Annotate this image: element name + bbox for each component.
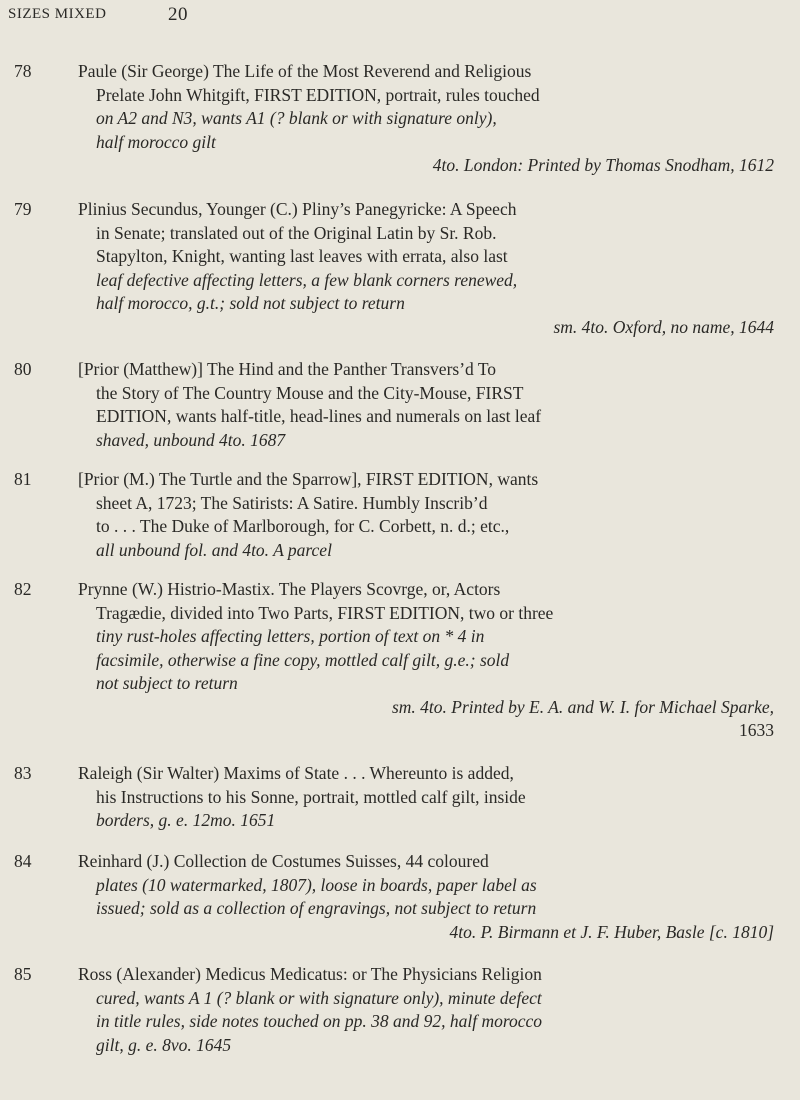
lot-line: tiny rust-holes affecting letters, portion of text on * 4 in <box>96 626 485 646</box>
lot-line: in title rules, side notes touched on pp. 38 and 92, half morocco <box>96 1011 543 1031</box>
lot-entry <box>14 60 774 178</box>
lot-line: issued; sold as a collection of engravings, not subject to return <box>96 898 537 918</box>
lot-description <box>78 578 774 743</box>
page-number: 20 <box>168 4 188 25</box>
lot-entry <box>14 762 774 833</box>
lot-imprint: 4to. P. Birmann et J. F. Huber, Basle [c. 1810] <box>449 921 774 942</box>
lot-line: Prynne (W.) Histrio-Mastix. The Players Scovrge, or, Actors <box>78 579 501 599</box>
lot-line: Raleigh (Sir Walter) Maxims of State . . . Whereunto is added, <box>78 763 514 783</box>
lot-description <box>78 468 774 562</box>
lot-number: 79 <box>14 199 32 219</box>
lot-line: Stapylton, Knight, wanting last leaves with errata, also last <box>96 246 508 266</box>
lot-number: 80 <box>14 359 32 379</box>
lot-line: borders, g. e. 12mo. 1651 <box>96 810 276 830</box>
lot-entry <box>14 198 774 339</box>
lot-imprint: 4to. London: Printed by Thomas Snodham, 1612 <box>432 155 774 175</box>
lot-entry <box>14 850 774 944</box>
lot-imprint: sm. 4to. Oxford, no name, 1644 <box>553 316 774 337</box>
lot-line: Tragædie, divided into Two Parts, FIRST EDITION, two or three <box>96 602 554 623</box>
lot-line: all unbound fol. and 4to. A parcel <box>96 539 332 560</box>
lot-entry <box>14 578 774 743</box>
lot-number: 83 <box>14 763 32 783</box>
lot-line: sheet A, 1723; The Satirists: A Satire. Humbly Inscrib’d <box>96 492 488 513</box>
lot-number: 81 <box>14 469 32 489</box>
lot-line: half morocco gilt <box>96 131 216 152</box>
lot-number: 82 <box>14 579 32 599</box>
lot-line: to . . . The Duke of Marlborough, for C. Corbett, n. d.; etc., <box>96 516 510 536</box>
lot-line: Ross (Alexander) Medicus Medicatus: or The Physicians Religion <box>78 964 542 984</box>
lot-line: leaf defective affecting letters, a few blank corners renewed, <box>96 269 518 290</box>
lot-line: shaved, unbound 4to. 1687 <box>96 429 286 450</box>
lot-line: on A2 and N3, wants A1 (? blank or with signature only), <box>96 108 497 128</box>
lot-entry <box>14 963 774 1057</box>
lot-line: his Instructions to his Sonne, portrait, mottled calf gilt, inside <box>96 786 526 807</box>
lot-line: the Story of The Country Mouse and the City-Mouse, FIRST <box>96 382 524 403</box>
lot-imprint-year: 1633 <box>739 720 774 740</box>
section-heading: SIZES MIXED <box>8 6 107 22</box>
lot-line: Plinius Secundus, Younger (C.) Pliny’s Panegyricke: A Speech <box>78 199 517 219</box>
lot-description <box>78 963 774 1057</box>
lot-entry <box>14 468 774 562</box>
lot-line: [Prior (M.) The Turtle and the Sparrow], FIRST EDITION, wants <box>78 469 539 489</box>
lot-line: facsimile, otherwise a fine copy, mottled calf gilt, g.e.; sold <box>96 649 510 670</box>
lot-line: EDITION, wants half-title, head-lines and numerals on last leaf <box>96 406 542 426</box>
lot-number: 84 <box>14 851 32 871</box>
lot-line: half morocco, g.t.; sold not subject to return <box>96 293 405 313</box>
lot-number: 85 <box>14 964 32 984</box>
lot-line: gilt, g. e. 8vo. 1645 <box>96 1034 232 1055</box>
lot-line: not subject to return <box>96 673 238 693</box>
lot-line: plates (10 watermarked, 1807), loose in boards, paper label as <box>96 874 537 895</box>
lot-description <box>78 60 774 178</box>
lot-entry <box>14 358 774 452</box>
lot-description <box>78 358 774 452</box>
lot-description <box>78 850 774 944</box>
lot-line: Paule (Sir George) The Life of the Most Reverend and Religious <box>78 61 532 81</box>
lot-description <box>78 198 774 339</box>
lot-description <box>78 762 774 833</box>
lot-line: Reinhard (J.) Collection de Costumes Suisses, 44 coloured <box>78 851 489 871</box>
lot-line: [Prior (Matthew)] The Hind and the Panther Transvers’d To <box>78 359 497 379</box>
lot-imprint: sm. 4to. Printed by E. A. and W. I. for Michael Sparke, <box>391 696 774 717</box>
lot-line: in Senate; translated out of the Original Latin by Sr. Rob. <box>96 222 497 243</box>
lot-line: Prelate John Whitgift, FIRST EDITION, portrait, rules touched <box>96 84 540 105</box>
lot-number: 78 <box>14 61 32 81</box>
lot-line: cured, wants A 1 (? blank or with signature only), minute defect <box>96 987 542 1008</box>
